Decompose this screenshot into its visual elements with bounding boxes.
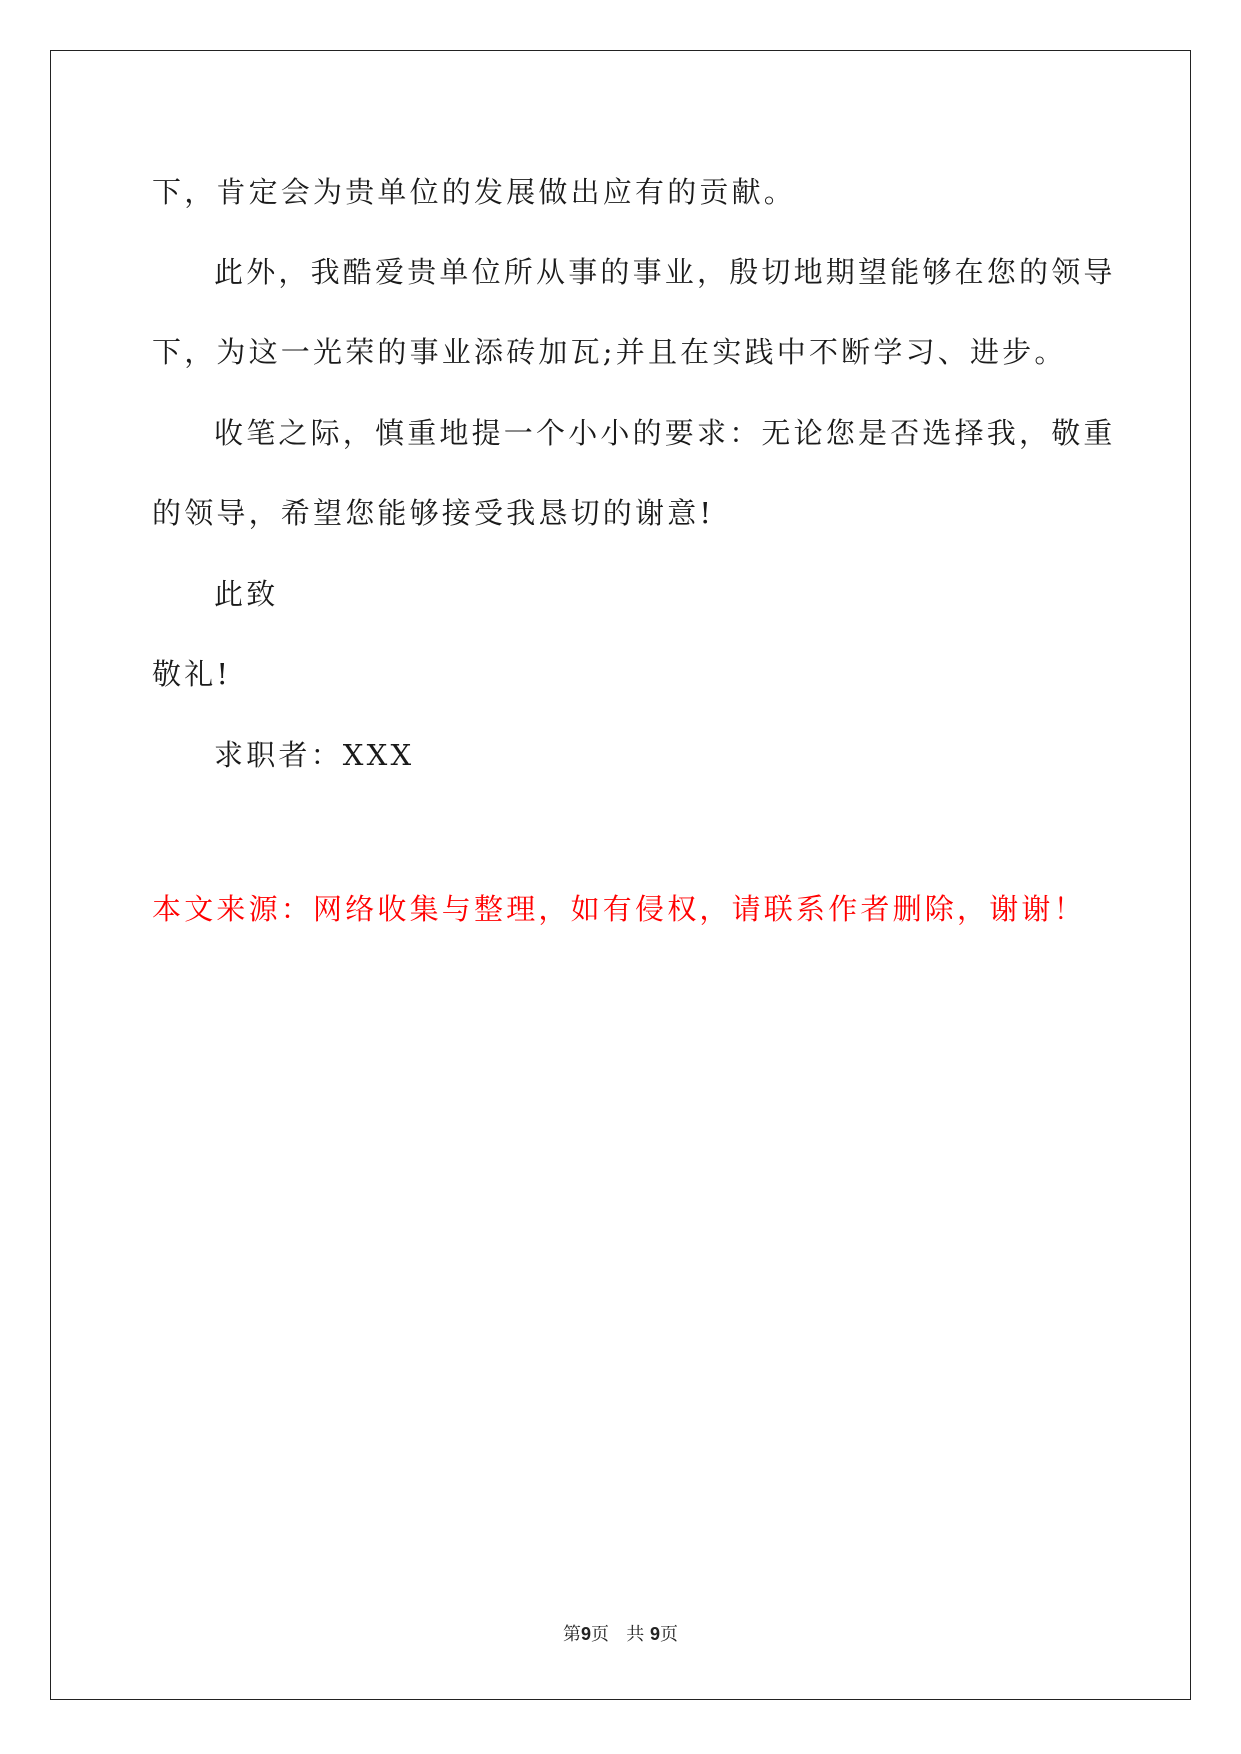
page-footer <box>0 1622 1241 1647</box>
body-line-2: 此外，我酷爱贵单位所从事的事业，殷切地期望能够在您的领导 <box>214 255 1116 289</box>
body-line-5: 的领导，希望您能够接受我恳切的谢意! <box>152 496 715 530</box>
footer-total-prefix: 共 <box>626 1624 645 1645</box>
footer-current-page: 9 <box>581 1624 592 1644</box>
footer-prefix: 第 <box>563 1624 582 1645</box>
footer-total-suffix: 页 <box>659 1624 678 1645</box>
source-note: 本文来源：网络收集与整理，如有侵权，请联系作者删除，谢谢！ <box>152 892 1086 926</box>
signature-line: 求职者：XXX <box>214 738 415 772</box>
closing-regards: 敬礼! <box>152 657 232 691</box>
footer-total-pages: 9 <box>649 1624 660 1644</box>
body-line-4: 收笔之际，慎重地提一个小小的要求：无论您是否选择我，敬重 <box>214 416 1116 450</box>
closing-salutation: 此致 <box>214 577 279 611</box>
body-line-1: 下，肯定会为贵单位的发展做出应有的贡献。 <box>152 175 797 209</box>
page-border <box>50 50 1191 1700</box>
footer-page-suffix: 页 <box>591 1624 610 1645</box>
body-line-3: 下，为这一光荣的事业添砖加瓦;并且在实践中不断学习、进步。 <box>152 335 1067 369</box>
